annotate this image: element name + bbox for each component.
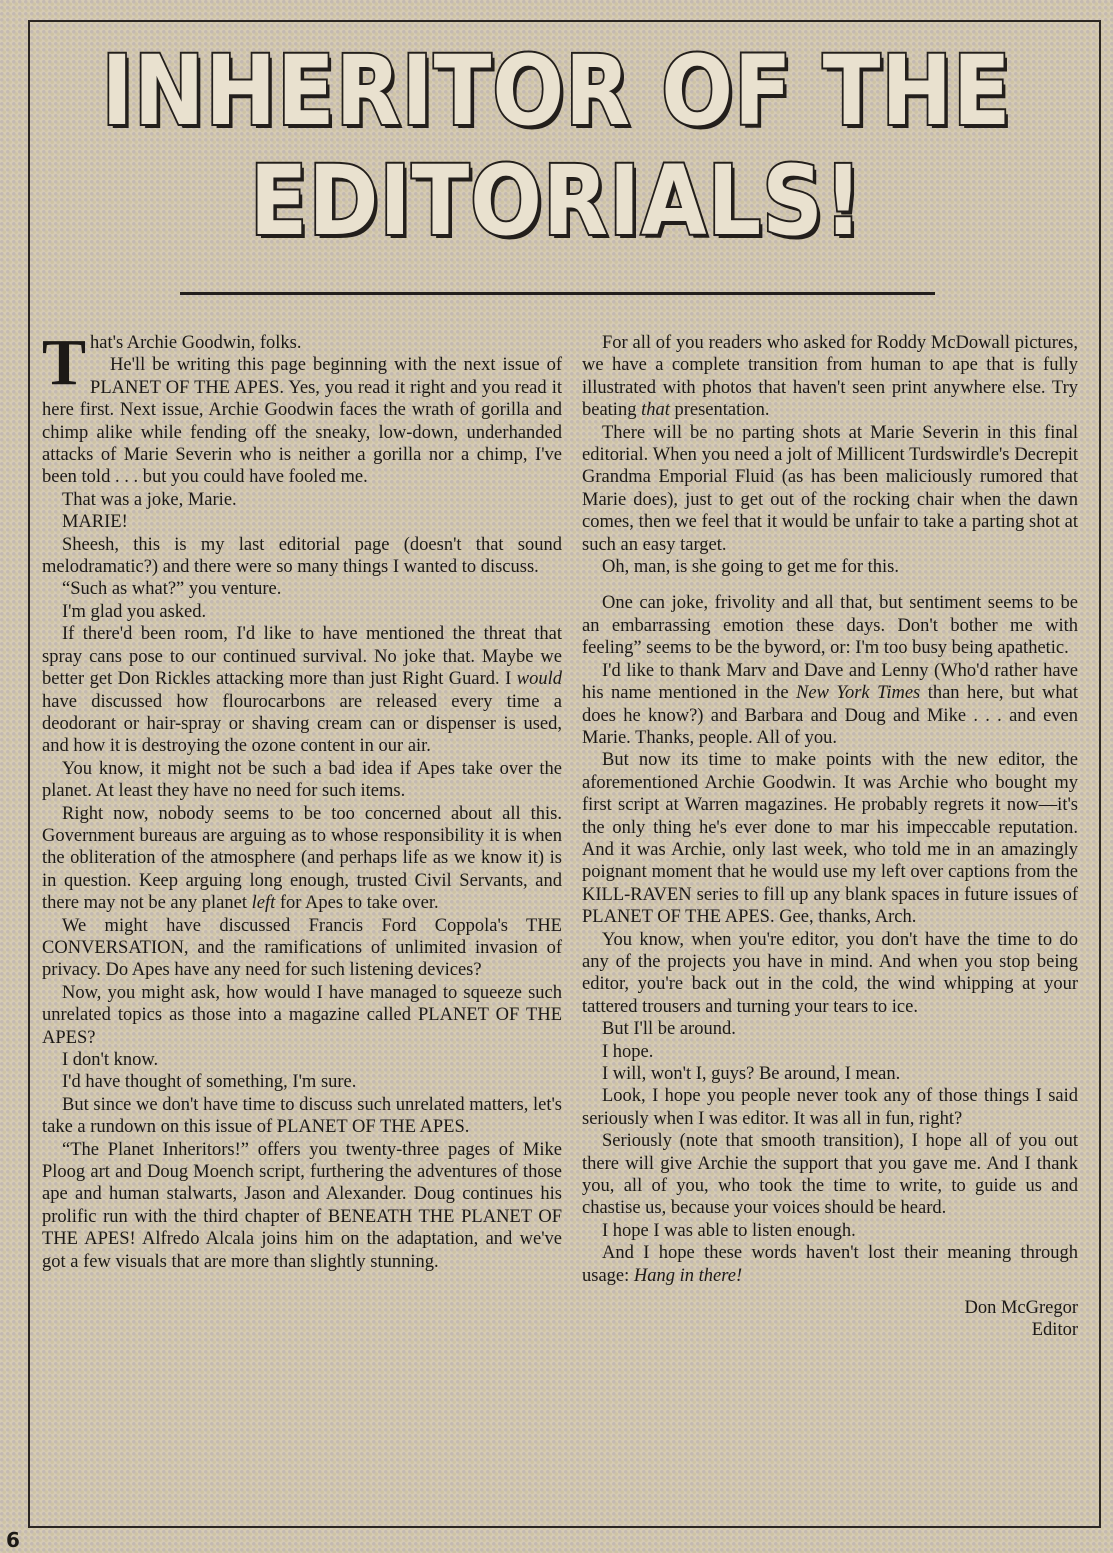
paragraph: I hope. <box>602 1041 654 1062</box>
paragraph: That's Archie Goodwin, folks. <box>42 326 302 399</box>
paragraph: Right now, nobody seems to be too concerned about all this. Government bureaus are arguing as to whose responsibility it is when the obliteration of the atmosphere (and perhaps life as we know it) is in question. Keep arguing long enough, trusted Civil Servants, and there may not be any planet left for Apes to take over. <box>42 803 562 914</box>
paragraph: But I'll be around. <box>602 1019 736 1040</box>
right-column <box>582 332 1078 1342</box>
paragraph: Sheesh, this is my last editorial page (doesn't that sound melodramatic?) and there were so many things I wanted to discuss. <box>42 534 562 578</box>
paragraph: He'll be writing this page beginning with the next issue of PLANET OF THE APES. Yes, you read it right and you read it here first. Next issue, Archie Goodwin faces the wrath of gorilla and chimp alike while fending off the sneaky, low-down, underhanded attacks of Marie Severin who is neither a gorilla nor a chimp, I've been told . . . but you could have fooled me. <box>42 355 562 488</box>
paragraph: Look, I hope you people never took any of those things I said seriously when I was editor. It was all in fun, right? <box>582 1086 1078 1129</box>
paragraph: For all of you readers who asked for Roddy McDowall pictures, we have a complete transition from human to ape that is fully illustrated with photos that haven't seen print anywhere else. Try beating that presentation. <box>582 333 1078 421</box>
paragraph: I will, won't I, guys? Be around, I mean. <box>602 1064 901 1084</box>
paragraph: But since we don't have time to discuss such unrelated matters, let's take a rundown on this issue of PLANET OF THE APES. <box>42 1094 562 1138</box>
paragraph: You know, when you're editor, you don't have the time to do any of the projects you have in mind. And when you stop being editor, you're back out in the cold, the wind whipping at your tattered trousers and turning your tears to ice. <box>582 929 1078 1017</box>
page-number: 6 <box>6 1528 20 1552</box>
paragraph: I hope I was able to listen enough. <box>602 1220 856 1241</box>
paragraph: Oh, man, is she going to get me for this. <box>602 557 899 578</box>
paragraph: That was a joke, Marie. <box>62 489 237 510</box>
paragraph: Seriously (note that smooth transition), I hope all of you out there will give Archie the support that you gave me. And I thank you, all of you, who took the time to write, to guide us and chastise us, because your voices should be heard. <box>582 1131 1078 1219</box>
paragraph: I'd like to thank Marv and Dave and Lenny (Who'd rather have his name mentioned in the New York Times than here, but what does he know?) and Barbara and Doug and Mike . . . and even Marie. Thanks, people. All of you. <box>582 660 1078 748</box>
paragraph: We might have discussed Francis Ford Coppola's THE CONVERSATION, and the ramifications of unlimited invasion of privacy. Do Apes have any need for such listening devices? <box>42 915 562 981</box>
paragraph: I don't know. <box>62 1050 159 1070</box>
signature-title: Editor <box>1031 1320 1078 1341</box>
page-title <box>0 36 1113 256</box>
paragraph: If there'd been room, I'd like to have mentioned the threat that spray cans pose to our continued survival. No joke that. Maybe we better get Don Rickles attacking more than just Right Guard. I would have discussed how flourocarbons are released every time a deodorant or hair-spray or shaving cream can or dispenser is used, and how it is destroying the ozone content in our air. <box>42 624 562 757</box>
paragraph: Now, you might ask, how would I have managed to squeeze such unrelated topics as those into a magazine called PLANET OF THE APES? <box>42 982 562 1048</box>
title-line-2: EDITORIALS! <box>249 145 864 257</box>
title-divider <box>180 292 935 295</box>
title-line-1: INHERITOR OF THE <box>101 35 1012 147</box>
signature <box>582 1297 1078 1342</box>
paragraph: There will be no parting shots at Marie Severin in this final editorial. When you need a jolt of Millicent Turdswirdle's Decrepit Grandma Emporial Fluid (as has been maliciously rumored that Marie does), just to get out of the rocking chair when the dawn comes, then we feel that it would be unfair to take a parting shot at such an easy target. <box>582 422 1078 555</box>
left-column <box>42 326 562 1273</box>
paragraph: One can joke, frivolity and all that, but sentiment seems to be an embarrassing emotion these days. Don't bother me with feeling” seems to be the byword, or: I'm too busy being apathetic. <box>582 593 1078 659</box>
paragraph: “The Planet Inheritors!” offers you twenty-three pages of Mike Ploog art and Doug Moench script, furthering the adventures of those ape and human stalwarts, Jason and Alexander. Doug continues his prolific run with the third chapter of BENEATH THE PLANET OF THE APES! Alfredo Alcala joins him on the adaptation, and we've got a few visuals that are more than slightly stunning. <box>42 1139 562 1272</box>
paragraph: And I hope these words haven't lost their meaning through usage: Hang in there! <box>582 1243 1078 1286</box>
paragraph: But now its time to make points with the new editor, the aforementioned Archie Goodwin. It was Archie who bought my first script at Warren magazines. He probably regrets it now—it's the only thing he's ever done to mar his impeccable reputation. And it was Archie, only last week, who told me in an amazingly poignant moment that he would use my left over captions from the KILL-RAVEN series to fill up any blank spaces in future issues of PLANET OF THE APES. Gee, thanks, Arch. <box>582 750 1078 928</box>
paragraph: I'd have thought of something, I'm sure. <box>62 1072 357 1093</box>
paragraph: “Such as what?” you venture. <box>62 579 282 600</box>
drop-cap: T <box>42 326 87 399</box>
paragraph: MARIE! <box>62 512 128 533</box>
signature-name: Don McGregor <box>964 1298 1078 1319</box>
paragraph: I'm glad you asked. <box>62 601 207 622</box>
paragraph: You know, it might not be such a bad idea if Apes take over the planet. At least they have no need for such items. <box>42 758 562 802</box>
